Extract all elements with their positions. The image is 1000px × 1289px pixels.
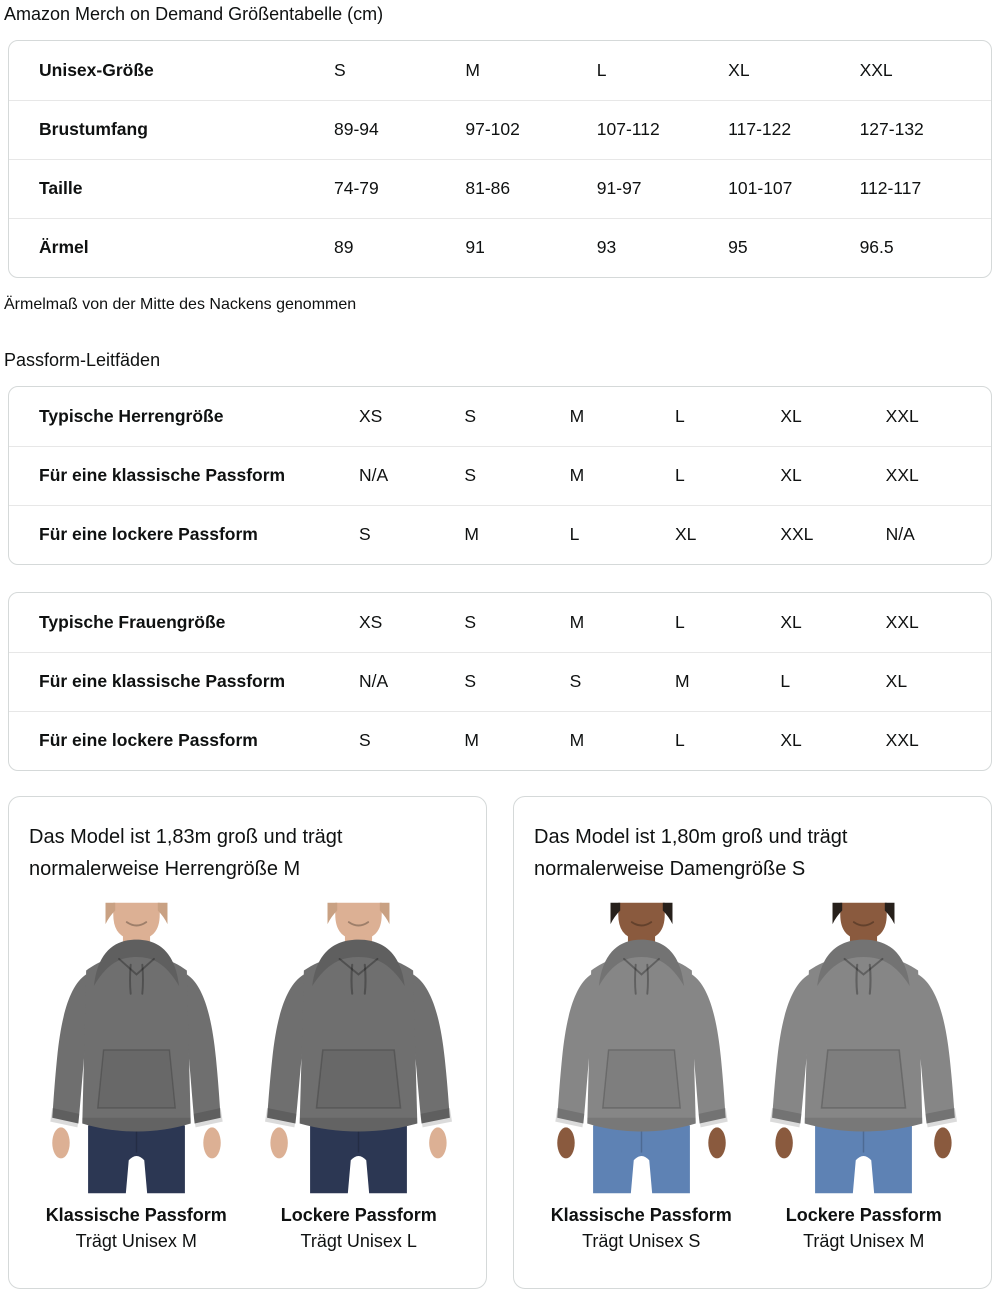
model-hoodie	[50, 940, 222, 1132]
row-label: Für eine lockere Passform	[9, 711, 359, 770]
value-cell: XL	[780, 446, 885, 505]
table-row	[9, 652, 991, 711]
model-photo-classic-fit	[534, 897, 749, 1252]
value-cell: N/A	[886, 505, 991, 564]
fit-size-label: Trägt Unisex M	[803, 1231, 925, 1251]
value-cell: S	[464, 446, 569, 505]
model-hoodie	[770, 940, 957, 1132]
value-cell: XL	[780, 711, 885, 770]
value-cell: 93	[597, 218, 728, 277]
table-row	[9, 159, 991, 218]
value-cell: 107-112	[597, 100, 728, 159]
row-label: Ärmel	[9, 218, 334, 277]
fit-size-label: Trägt Unisex L	[300, 1231, 417, 1251]
fit-type-label: Lockere Passform	[280, 1205, 437, 1225]
men-fit-table	[8, 386, 992, 565]
value-cell: 97-102	[465, 100, 596, 159]
table-row	[9, 505, 991, 564]
row-label: Brustumfang	[9, 100, 334, 159]
value-cell: 74-79	[334, 159, 465, 218]
women-model-card	[513, 796, 992, 1289]
fit-size-label: Trägt Unisex M	[75, 1231, 197, 1251]
size-cell: M	[465, 59, 480, 80]
value-cell: M	[464, 505, 569, 564]
value-cell: N/A	[359, 652, 464, 711]
value-cell: S	[464, 405, 477, 426]
value-cell: M	[570, 711, 675, 770]
value-cell: S	[464, 611, 477, 632]
value-cell: 91-97	[597, 159, 728, 218]
value-cell: L	[674, 611, 685, 632]
size-cell: S	[334, 59, 346, 80]
value-cell: S	[359, 505, 464, 564]
row-label: Für eine lockere Passform	[9, 505, 359, 564]
hoodie-model-photo	[535, 897, 748, 1199]
row-label: Für eine klassische Passform	[9, 446, 359, 505]
value-cell: 89	[334, 218, 465, 277]
fit-guides-heading: Passform-Leitfäden	[4, 350, 161, 370]
row-label: Typische Herrengröße	[39, 405, 224, 426]
size-cell: XL	[728, 59, 750, 80]
row-label: Taille	[9, 159, 334, 218]
value-cell: 91	[465, 218, 596, 277]
value-cell: M	[569, 405, 585, 426]
value-cell: 95	[728, 218, 859, 277]
value-cell: XXL	[885, 611, 919, 632]
value-cell: N/A	[359, 446, 464, 505]
table-row	[9, 446, 991, 505]
value-cell: M	[675, 652, 780, 711]
value-cell: 101-107	[728, 159, 859, 218]
fit-type-label: Klassische Passform	[550, 1205, 732, 1225]
value-cell: L	[570, 505, 675, 564]
hoodie-model-photo	[252, 897, 465, 1199]
model-hoodie	[555, 940, 727, 1132]
value-cell: 117-122	[728, 100, 859, 159]
table-row	[9, 100, 991, 159]
size-cell: L	[596, 59, 607, 80]
value-cell: S	[570, 652, 675, 711]
row-label: Für eine klassische Passform	[9, 652, 359, 711]
value-cell: L	[674, 405, 685, 426]
value-cell: XL	[675, 505, 780, 564]
value-cell: S	[464, 652, 569, 711]
value-cell: L	[675, 711, 780, 770]
hoodie-model-photo	[30, 897, 243, 1199]
value-cell: M	[569, 611, 585, 632]
table-row	[9, 593, 991, 652]
value-cell: S	[359, 711, 464, 770]
value-cell: M	[570, 446, 675, 505]
hoodie-model-photo	[757, 897, 970, 1199]
model-photo-loose-fit	[252, 897, 467, 1252]
value-cell: XXL	[780, 505, 885, 564]
model-photo-loose-fit	[757, 897, 972, 1252]
unisex-size-table	[8, 40, 992, 278]
table-row	[9, 387, 991, 446]
model-photo-classic-fit	[29, 897, 244, 1252]
row-label: Typische Frauengröße	[39, 611, 226, 632]
women-fit-table	[8, 592, 992, 771]
value-cell: M	[464, 711, 569, 770]
value-cell: XS	[359, 611, 383, 632]
men-model-card	[8, 796, 487, 1289]
model-cards	[8, 796, 992, 1289]
fit-type-label: Klassische Passform	[45, 1205, 227, 1225]
value-cell: 89-94	[334, 100, 465, 159]
value-cell: XXL	[885, 405, 919, 426]
value-cell: XXL	[886, 446, 991, 505]
model-description: Das Model ist 1,83m groß und trägt normalerweise Herrengröße M	[29, 826, 343, 880]
value-cell: 96.5	[860, 218, 991, 277]
fit-type-label: Lockere Passform	[785, 1205, 942, 1225]
value-cell: XL	[886, 652, 991, 711]
page-title: Amazon Merch on Demand Größentabelle (cm)	[4, 4, 384, 24]
value-cell: 112-117	[860, 159, 991, 218]
value-cell: 127-132	[860, 100, 991, 159]
table-row	[9, 218, 991, 277]
fit-size-label: Trägt Unisex S	[582, 1231, 701, 1251]
model-description: Das Model ist 1,80m groß und trägt normalerweise Damengröße S	[534, 826, 848, 880]
row-label: Unisex-Größe	[39, 59, 154, 80]
sleeve-measure-note: Ärmelmaß von der Mitte des Nackens genommen	[4, 296, 357, 313]
table-row	[9, 711, 991, 770]
value-cell: XL	[780, 405, 802, 426]
value-cell: L	[675, 446, 780, 505]
size-cell: XXL	[859, 59, 893, 80]
value-cell: L	[780, 652, 885, 711]
value-cell: 81-86	[465, 159, 596, 218]
value-cell: XL	[780, 611, 802, 632]
model-hoodie	[265, 940, 452, 1132]
value-cell: XXL	[886, 711, 991, 770]
table-row	[9, 41, 991, 100]
value-cell: XS	[359, 405, 383, 426]
